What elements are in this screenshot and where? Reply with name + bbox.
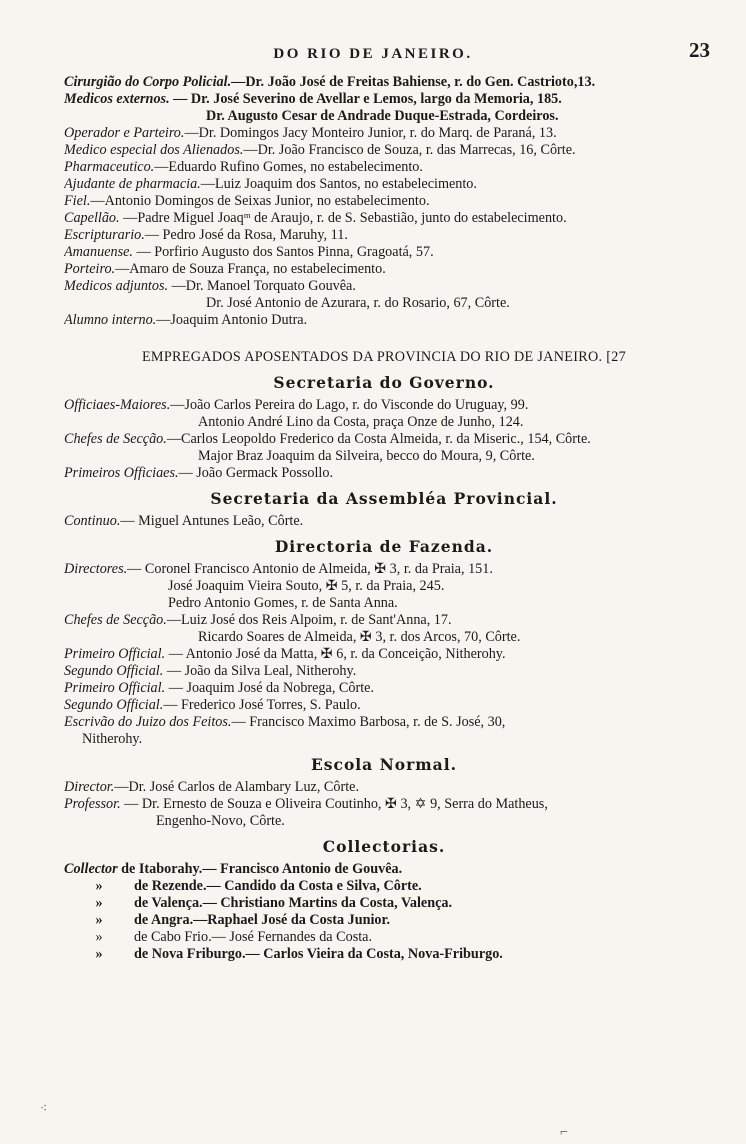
list-item: Directores.— Coronel Francisco Antonio de Almeida, ✠ 3, r. da Praia, 151. bbox=[64, 561, 493, 577]
list-item: Escripturario.— Pedro José da Rosa, Maruhy, 11. bbox=[64, 227, 348, 243]
list-item: Medico especial dos Alienados.—Dr. João Francisco de Souza, r. das Marrecas, 16, Côrte. bbox=[64, 142, 576, 158]
list-item: » de Cabo Frio.— José Fernandes da Costa. bbox=[95, 929, 373, 945]
list-item: Escrivão do Juizo dos Feitos.— Francisco Maximo Barbosa, r. de S. José, 30, bbox=[64, 714, 506, 730]
list-item: Engenho-Novo, Côrte. bbox=[156, 813, 285, 829]
list-item: Continuo.— Miguel Antunes Leão, Côrte. bbox=[64, 513, 304, 529]
list-item: Ricardo Soares de Almeida, ✠ 3, r. dos Arcos, 70, Côrte. bbox=[198, 629, 521, 645]
list-item: Amanuense. — Porfirio Augusto dos Santos Pinna, Gragoatá, 57. bbox=[64, 244, 434, 260]
list-item: Primeiro Official. — Joaquim José da Nobrega, Côrte. bbox=[64, 680, 374, 696]
list-item: Segundo Official. — João da Silva Leal, Nitherohy. bbox=[64, 663, 357, 679]
list-item: Primeiro Official. — Antonio José da Matta, ✠ 6, r. da Conceição, Nitherohy. bbox=[64, 646, 506, 662]
list-item: » de Nova Friburgo.— Carlos Vieira da Costa, Nova-Friburgo. bbox=[95, 946, 503, 962]
ink-stroke-icon: ⌐ bbox=[560, 1125, 568, 1140]
section-title-assembleia: Secretaria da Assembléa Provincial. bbox=[210, 489, 558, 508]
ink-speck-icon: ⁖ bbox=[40, 1101, 48, 1115]
list-item: » de Angra.—Raphael José da Costa Junior. bbox=[95, 912, 391, 928]
list-item: Nitherohy. bbox=[82, 731, 143, 747]
section-title-governo: Secretaria do Governo. bbox=[273, 373, 495, 392]
list-item: Medicos externos. — Dr. José Severino de Avellar e Lemos, largo da Memoria, 185. bbox=[64, 91, 562, 107]
list-item: José Joaquim Vieira Souto, ✠ 5, r. da Praia, 245. bbox=[168, 578, 445, 594]
page-header bbox=[0, 38, 746, 68]
list-item: Operador e Parteiro.—Dr. Domingos Jacy Monteiro Junior, r. do Marq. de Paraná, 13. bbox=[64, 125, 557, 141]
list-item: Porteiro.—Amaro de Souza França, no estabelecimento. bbox=[64, 261, 386, 277]
list-item: Medicos adjuntos. —Dr. Manoel Torquato Gouvêa. bbox=[64, 278, 356, 294]
running-title: DO RIO DE JANEIRO. bbox=[273, 46, 473, 62]
section-title-collectorias: Collectorias. bbox=[322, 837, 446, 856]
list-item: Cirurgião do Corpo Policial.—Dr. João José de Freitas Bahiense, r. do Gen. Castrioto,13. bbox=[64, 74, 596, 90]
retired-heading: EMPREGADOS APOSENTADOS DA PROVINCIA DO RIO DE JANEIRO. [27 bbox=[141, 349, 627, 365]
list-item: Major Braz Joaquim da Silveira, becco do Moura, 9, Côrte. bbox=[198, 448, 535, 464]
list-item: Chefes de Secção.—Carlos Leopoldo Frederico da Costa Almeida, r. da Miseric., 154, Côrte. bbox=[64, 431, 591, 447]
list-item: Director.—Dr. José Carlos de Alambary Luz, Côrte. bbox=[64, 779, 359, 795]
list-item: Chefes de Secção.—Luiz José dos Reis Alpoim, r. de Sant'Anna, 17. bbox=[64, 612, 452, 628]
list-item: Pharmaceutico.—Eduardo Rufino Gomes, no estabelecimento. bbox=[64, 159, 423, 175]
list-item: Dr. Augusto Cesar de Andrade Duque-Estrada, Cordeiros. bbox=[206, 108, 559, 124]
list-item: Professor. — Dr. Ernesto de Souza e Oliveira Coutinho, ✠ 3, ✡ 9, Serra do Matheus, bbox=[64, 796, 548, 812]
list-item: Officiaes-Maiores.—João Carlos Pereira do Lago, r. do Visconde do Uruguay, 99. bbox=[64, 397, 529, 413]
list-item: Capellão. —Padre Miguel Joaqᵐ de Araujo, r. de S. Sebastião, junto do estabelecimento. bbox=[64, 210, 567, 226]
hospital-staff-list bbox=[64, 74, 704, 963]
list-item: Pedro Antonio Gomes, r. de Santa Anna. bbox=[168, 595, 398, 611]
list-item: Ajudante de pharmacia.—Luiz Joaquim dos Santos, no estabelecimento. bbox=[64, 176, 477, 192]
section-title-escola: Escola Normal. bbox=[310, 755, 458, 774]
list-item: » de Rezende.— Candido da Costa e Silva, Côrte. bbox=[95, 878, 422, 894]
list-item: Alumno interno.—Joaquim Antonio Dutra. bbox=[64, 312, 308, 328]
page-number: 23 bbox=[689, 38, 710, 62]
list-item: » de Valença.— Christiano Martins da Costa, Valença. bbox=[95, 895, 453, 911]
list-item: Segundo Official.— Frederico José Torres, S. Paulo. bbox=[64, 697, 361, 713]
section-title-fazenda: Directoria de Fazenda. bbox=[274, 537, 494, 556]
list-item: Collector de Itaborahy.— Francisco Antonio de Gouvêa. bbox=[64, 861, 403, 877]
list-item: Fiel.—Antonio Domingos de Seixas Junior, no estabelecimento. bbox=[64, 193, 430, 209]
list-item: Antonio André Lino da Costa, praça Onze de Junho, 124. bbox=[198, 414, 524, 430]
list-item: Dr. José Antonio de Azurara, r. do Rosario, 67, Côrte. bbox=[206, 295, 510, 311]
list-item: Primeiros Officiaes.— João Germack Possollo. bbox=[64, 465, 334, 481]
